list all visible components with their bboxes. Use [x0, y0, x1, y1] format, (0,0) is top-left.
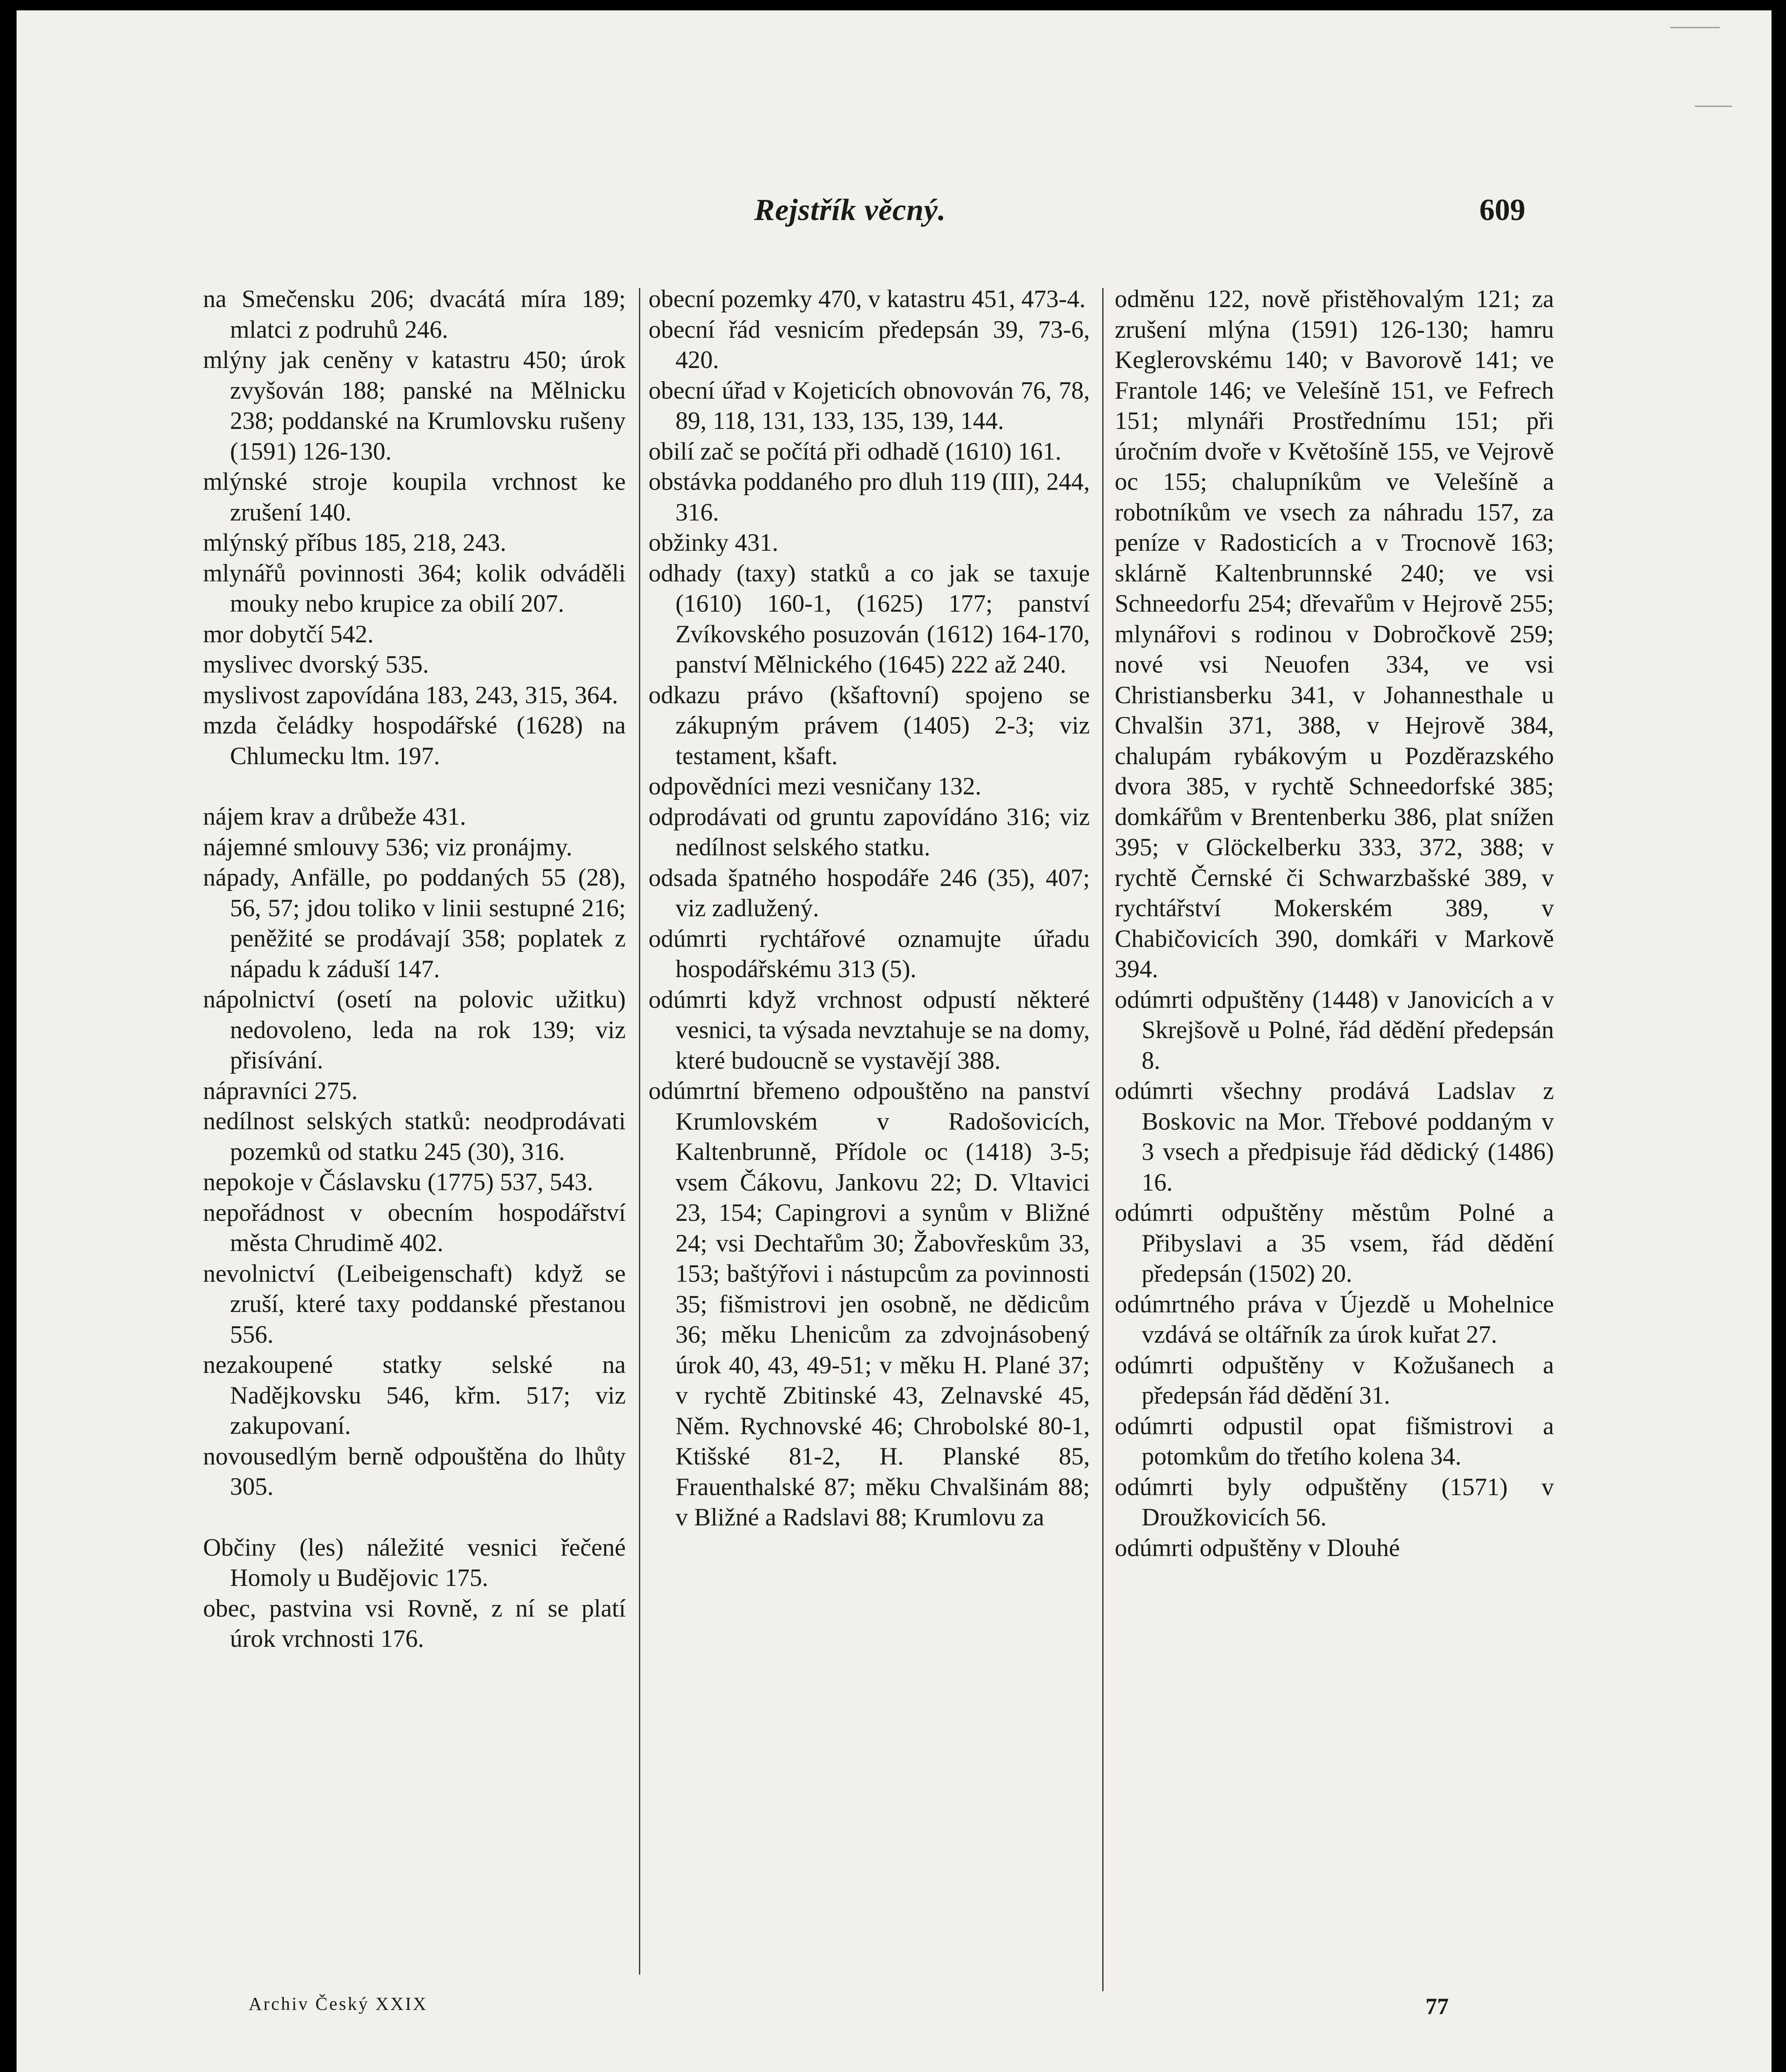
- index-entry: odúmrti odpuštěny v Dlouhé: [1115, 1534, 1400, 1561]
- index-entry: odkazu právo (kšaftovní) spojeno se zákupným právem (1405) 2-3; viz testament, kšaft.: [649, 681, 1090, 770]
- index-entry: odúmrti odpuštěny (1448) v Janovicích a v Skrejšově u Polné, řád dědění předepsán 8.: [1115, 985, 1554, 1074]
- index-entry: mzda čeládky hospodářské (1628) na Chlumecku ltm. 197.: [203, 712, 626, 770]
- index-entry: obecní pozemky 470, v katastru 451, 473-4.: [649, 285, 1086, 312]
- scan-edge-mark: [1670, 27, 1720, 28]
- column-divider-right: [1102, 288, 1104, 1991]
- column-divider-left: [639, 288, 640, 1975]
- index-entry: obstávka poddaného pro dluh 119 (III), 244, 316.: [649, 468, 1090, 526]
- index-column-right: [1115, 284, 1554, 1563]
- index-column-middle: [649, 284, 1090, 1533]
- index-entry: mlýnské stroje koupila vrchnost ke zrušení 140.: [203, 468, 626, 526]
- index-entry: nápolnictví (osetí na polovic užitku) nedovoleno, leda na rok 139; viz přisívání.: [203, 985, 626, 1074]
- index-entry: Občiny (les) náležité vesnici řečené Homoly u Budějovic 175.: [203, 1533, 626, 1591]
- index-entry: mor dobytčí 542.: [203, 620, 374, 648]
- index-entry: odpovědníci mezi vesničany 132.: [649, 772, 982, 800]
- index-entry: odúmrti odpustil opat fišmistrovi a potomkům do třetího kolena 34.: [1115, 1412, 1554, 1470]
- index-entry: obžinky 431.: [649, 529, 779, 556]
- index-entry: odúmrti všechny prodává Ladslav z Boskovic na Mor. Třebové poddaným v 3 vsech a předpisuje řád dědický (1486) 16.: [1115, 1077, 1554, 1196]
- index-entry: nápravníci 275.: [203, 1077, 358, 1104]
- index-entry: odprodávati od gruntu zapovídáno 316; viz nedílnost selského statku.: [649, 803, 1090, 861]
- index-entry: odhady (taxy) statků a co jak se taxuje (1610) 160-1, (1625) 177; panství Zvíkovského posuzován (1612) 164-170, panství Mělnického (1645) 222 až 240.: [649, 559, 1090, 678]
- scan-edge-mark: [1695, 106, 1732, 107]
- running-head-title: Rejstřík věcný.: [754, 193, 946, 227]
- index-entry: odúmrti rychtářové oznamujte úřadu hospodářskému 313 (5).: [649, 925, 1090, 983]
- index-entry: nepořádnost v obecním hospodářství města Chrudimě 402.: [203, 1198, 626, 1256]
- index-entry: odúmrtní břemeno odpouštěno na panství Krumlovském v Radošovicích, Kaltenbrunně, Přídole oc (1418) 3-5; vsem Čákovu, Jankovu 22; D. Vltavici 23, 154; Capingrovi a synům v Bližné 24; vsi Dechtařům 30; Žabovřeskům 33, 153; baštýřovi i nástupcům za povinnosti 35; fišmistrovi jen osobně, ne dědicům 36; měku Lhenicům za zdvojnásobený úrok 40, 43, 49-51; v měku H. Plané 37; v rychtě Zbitinské 43, Zelnavské 45, Něm. Rychnovské 46; Chrobolské 80-1, Ktišské 81-2, H. Planské 85, Frauenthalské 87; měku Chvalšinám 88; v Bližné a Radslavi 88; Krumlovu za: [649, 1077, 1090, 1531]
- index-entry: obecní řád vesnicím předepsán 39, 73-6, 420.: [649, 315, 1090, 373]
- index-entry: nevolnictví (Leibeigenschaft) když se zruší, které taxy poddanské přestanou 556.: [203, 1259, 626, 1348]
- index-entry: mlynářů povinnosti 364; kolik odváděli mouky nebo krupice za obilí 207.: [203, 559, 626, 617]
- index-entry: nedílnost selských statků: neodprodávati pozemků od statku 245 (30), 316.: [203, 1107, 626, 1165]
- index-entry: mlýnský příbus 185, 218, 243.: [203, 529, 506, 556]
- index-entry: nájem krav a drůbeže 431.: [203, 803, 466, 830]
- index-entry: na Smečensku 206; dvacátá míra 189; mlatci z podruhů 246.: [203, 285, 626, 343]
- index-entry: myslivost zapovídána 183, 243, 315, 364.: [203, 681, 618, 709]
- index-entry: novousedlým berně odpouštěna do lhůty 305.: [203, 1442, 626, 1500]
- page-number: 609: [1479, 193, 1525, 227]
- index-entry: mlýny jak ceněny v katastru 450; úrok zvyšován 188; panské na Mělnicku 238; poddanské na Krumlovsku rušeny (1591) 126-130.: [203, 346, 626, 465]
- index-entry: nápady, Anfälle, po poddaných 55 (28), 56, 57; jdou toliko v linii sestupné 216; peněžité se prodávají 358; poplatek z nápadu k záduší 147.: [203, 864, 626, 983]
- index-entry: myslivec dvorský 535.: [203, 651, 429, 678]
- index-entry: nepokoje v Čáslavsku (1775) 537, 543.: [203, 1168, 593, 1196]
- index-entry: nezakoupené statky selské na Nadějkovsku 546, křm. 517; viz zakupovaní.: [203, 1351, 626, 1439]
- index-entry: obec, pastvina vsi Rovně, z ní se platí úrok vrchnosti 176.: [203, 1594, 626, 1652]
- index-entry: odúmrti odpuštěny v Kožušanech a předepsán řád dědění 31.: [1115, 1351, 1554, 1409]
- index-entry: obilí zač se počítá při odhadě (1610) 161.: [649, 437, 1062, 465]
- index-entry: odúmrti byly odpuštěny (1571) v Droužkovicích 56.: [1115, 1473, 1554, 1531]
- index-entry: obecní úřad v Kojeticích obnovován 76, 78, 89, 118, 131, 133, 135, 139, 144.: [649, 376, 1090, 434]
- index-entry: odúmrti odpuštěny městům Polné a Přibyslavi a 35 vsem, řád dědění předepsán (1502) 20.: [1115, 1199, 1554, 1287]
- index-entry: odsada špatného hospodáře 246 (35), 407; viz zadlužený.: [649, 864, 1090, 922]
- index-entry: odměnu 122, nově přistěhovalým 121; za zrušení mlýna (1591) 126-130; hamru Keglerovskému 140; v Bavorově 141; ve Frantole 146; ve Velešíně 151, ve Fefrech 151; mlynáři Prostřednímu 151; při úročním dvoře v Květošíně 155, ve Vejrově oc 155; chalupníkům ve Velešíně a robotníkům ve vsech za náhradu 157, za peníze v Radosticích a v Trocnově 163; sklárně Kaltenbrunnské 240; ve vsi Schneedorfu 254; dřevařům v Hejrově 255; mlynářovi s rodinou v Dobročkově 259; nové vsi Neuofen 334, ve vsi Christiansberku 341, v Johannesthale u Chvalšin 371, 388, v Hejrově 384, chalupám rybákovým u Pozděrazského dvora 385, v rychtě Schneedorfské 385; domkářům v Brentenberku 386, plat snížen 395; v Glöckelberku 333, 372, 388; v rychtě Černské či Schwarzbašské 389, v rychtářství Mokerském 389, v Chabičovicích 390, domkáři v Markově 394.: [1115, 285, 1554, 983]
- index-entry: nájemné smlouvy 536; viz pronájmy.: [203, 833, 572, 861]
- sheet-number: 77: [1425, 1994, 1449, 2019]
- signature-mark: Archiv Český XXIX: [249, 1994, 428, 2014]
- index-column-left: [203, 284, 626, 1654]
- index-entry: odúmrti když vrchnost odpustí některé vesnici, ta výsada nevztahuje se na domy, které budoucně se vystavějí 388.: [649, 985, 1090, 1074]
- index-entry: odúmrtného práva v Újezdě u Mohelnice vzdává se oltářník za úrok kuřat 27.: [1115, 1290, 1554, 1348]
- book-page: [17, 10, 1771, 2072]
